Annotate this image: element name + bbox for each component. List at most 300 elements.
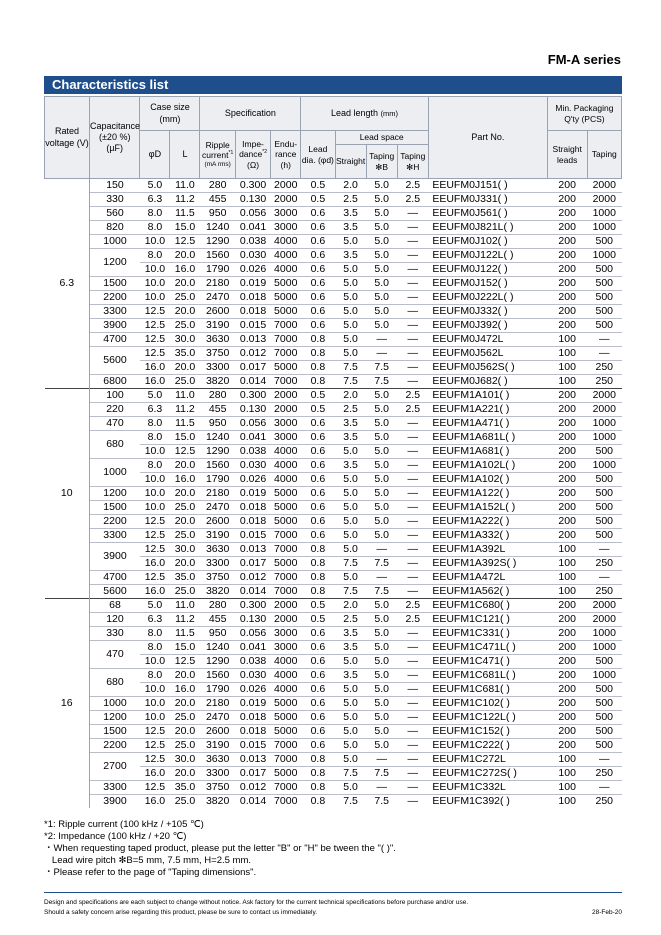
table-cell: 0.030 (235, 249, 270, 263)
table-cell: 2470 (200, 291, 235, 305)
table-cell: 200 (547, 431, 587, 445)
table-cell: 11.0 (170, 599, 200, 613)
table-cell: 0.012 (235, 571, 270, 585)
table-cell: 1500 (90, 277, 140, 291)
table-cell: — (366, 753, 397, 767)
table-cell: 200 (547, 263, 587, 277)
table-cell: 10.0 (140, 235, 170, 249)
table-cell: 220 (90, 403, 140, 417)
table-cell: 3.5 (335, 627, 366, 641)
table-cell: 6.3 (140, 193, 170, 207)
table-cell: 4000 (271, 249, 301, 263)
table-cell: 2180 (200, 487, 235, 501)
table-row (45, 585, 622, 599)
part-number-cell: EEUFM0J682( ) (428, 375, 547, 389)
part-number-cell: EEUFM0J821L( ) (428, 221, 547, 235)
table-row (45, 193, 622, 207)
table-cell: 5.0 (140, 599, 170, 613)
table-cell: 8.0 (140, 641, 170, 655)
note-ripple: *1: Ripple current (100 kHz / +105 ℃) (44, 819, 204, 830)
table-cell: 5.0 (366, 655, 397, 669)
table-cell: 0.5 (301, 403, 335, 417)
table-cell: 0.015 (235, 529, 270, 543)
table-cell: 0.6 (301, 319, 335, 333)
part-number-cell: EEUFM1C222( ) (428, 739, 547, 753)
table-cell: 4700 (90, 571, 140, 585)
table-cell: 5.0 (140, 389, 170, 403)
table-cell: 200 (547, 655, 587, 669)
rated-voltage-cell: 10 (45, 389, 90, 599)
part-number-cell: EEUFM0J222L( ) (428, 291, 547, 305)
table-cell: 5000 (271, 501, 301, 515)
table-row (45, 739, 622, 753)
table-cell: — (397, 711, 428, 725)
table-cell: 1290 (200, 655, 235, 669)
table-cell: 200 (547, 641, 587, 655)
table-row (45, 669, 622, 683)
table-row (45, 753, 622, 767)
table-cell: 5.0 (335, 529, 366, 543)
table-cell: 2000 (271, 599, 301, 613)
table-cell: 20.0 (170, 459, 200, 473)
table-cell: 5.0 (335, 739, 366, 753)
table-cell: 0.026 (235, 263, 270, 277)
table-cell: 100 (547, 361, 587, 375)
table-cell: 25.0 (170, 375, 200, 389)
part-number-cell: EEUFM1C392( ) (428, 795, 547, 809)
part-number-cell: EEUFM1A101( ) (428, 389, 547, 403)
table-cell: 500 (587, 291, 621, 305)
table-cell: 5000 (271, 515, 301, 529)
table-cell: 3300 (90, 781, 140, 795)
table-cell: 560 (90, 207, 140, 221)
table-cell: 20.0 (170, 487, 200, 501)
table-cell: 5.0 (366, 613, 397, 627)
table-cell: 500 (587, 277, 621, 291)
table-cell: 7000 (271, 319, 301, 333)
table-cell: 5.0 (366, 207, 397, 221)
table-cell: 200 (547, 235, 587, 249)
table-cell: 500 (587, 683, 621, 697)
table-cell: 15.0 (170, 221, 200, 235)
table-cell: 200 (547, 319, 587, 333)
table-cell: 5.0 (366, 403, 397, 417)
table-cell: 20.0 (170, 725, 200, 739)
header-min-packaging: Min. Packaging Q'ty (PCS) (547, 97, 621, 131)
table-cell: 5000 (271, 277, 301, 291)
table-cell: 100 (547, 347, 587, 361)
table-cell: 200 (547, 459, 587, 473)
header-straight: Straight (335, 145, 366, 179)
table-cell: 0.015 (235, 739, 270, 753)
table-cell: 1560 (200, 669, 235, 683)
table-cell: 200 (547, 445, 587, 459)
table-row (45, 235, 622, 249)
table-cell: 0.017 (235, 767, 270, 781)
table-cell: 0.056 (235, 627, 270, 641)
table-row (45, 599, 622, 613)
table-cell: 2600 (200, 725, 235, 739)
part-number-cell: EEUFM1C122L( ) (428, 711, 547, 725)
table-cell: 5.0 (366, 697, 397, 711)
header-rated-voltage: Rated voltage (V) (45, 97, 90, 179)
table-cell: 20.0 (170, 305, 200, 319)
table-cell: 30.0 (170, 543, 200, 557)
table-cell: 3000 (271, 641, 301, 655)
table-cell: 5000 (271, 557, 301, 571)
table-cell: — (397, 305, 428, 319)
impedance-unit: (Ω) (247, 159, 260, 170)
table-cell: 7000 (271, 753, 301, 767)
table-cell: 16.0 (140, 585, 170, 599)
table-cell: — (397, 319, 428, 333)
table-cell: 5.0 (366, 711, 397, 725)
table-cell: 30.0 (170, 333, 200, 347)
table-cell: 3.5 (335, 459, 366, 473)
table-cell: 200 (547, 697, 587, 711)
table-cell: 5.0 (335, 725, 366, 739)
table-cell: 500 (587, 515, 621, 529)
table-cell: 500 (587, 711, 621, 725)
table-cell: 7.5 (366, 557, 397, 571)
table-cell: — (397, 417, 428, 431)
table-cell: 5.0 (335, 473, 366, 487)
table-cell: 2.5 (397, 613, 428, 627)
table-cell: 500 (587, 305, 621, 319)
table-cell: 0.6 (301, 627, 335, 641)
table-cell: — (587, 333, 621, 347)
table-cell: 100 (547, 557, 587, 571)
table-cell: 2000 (271, 389, 301, 403)
ripple-label: Ripple current (202, 139, 230, 161)
table-cell: 4000 (271, 445, 301, 459)
table-row (45, 333, 622, 347)
table-cell: 12.5 (170, 235, 200, 249)
table-cell: 5000 (271, 711, 301, 725)
table-cell: 4000 (271, 655, 301, 669)
table-row (45, 529, 622, 543)
table-cell: 0.014 (235, 375, 270, 389)
table-cell: 200 (547, 473, 587, 487)
part-number-cell: EEUFM0J332( ) (428, 305, 547, 319)
table-cell: 0.6 (301, 221, 335, 235)
part-number-cell: EEUFM1A152L( ) (428, 501, 547, 515)
table-cell: 2000 (271, 403, 301, 417)
table-cell: 11.0 (170, 179, 200, 193)
table-cell: 0.6 (301, 529, 335, 543)
impedance-label: Impe- dance (239, 138, 264, 160)
table-cell: 250 (587, 375, 621, 389)
part-number-cell: EEUFM1A392S( ) (428, 557, 547, 571)
table-cell: 0.038 (235, 655, 270, 669)
table-cell: 7.5 (366, 767, 397, 781)
table-cell: 12.5 (170, 655, 200, 669)
table-cell: 3000 (271, 431, 301, 445)
table-cell: 35.0 (170, 571, 200, 585)
table-cell: 25.0 (170, 795, 200, 809)
table-cell: 5.0 (366, 599, 397, 613)
table-cell: 5.0 (366, 417, 397, 431)
table-cell: 0.017 (235, 557, 270, 571)
part-number-cell: EEUFM1A562( ) (428, 585, 547, 599)
table-cell: 3900 (90, 795, 140, 809)
table-cell: 2600 (200, 305, 235, 319)
table-cell: 200 (547, 305, 587, 319)
table-cell: 16.0 (140, 375, 170, 389)
table-cell: 5000 (271, 305, 301, 319)
table-cell: 0.038 (235, 445, 270, 459)
table-cell: 0.300 (235, 179, 270, 193)
table-row (45, 487, 622, 501)
table-cell: 3.5 (335, 221, 366, 235)
table-row (45, 347, 622, 361)
table-cell: 100 (90, 389, 140, 403)
table-cell: — (397, 291, 428, 305)
part-number-cell: EEUFM1C272L (428, 753, 547, 767)
part-number-cell: EEUFM1A102( ) (428, 473, 547, 487)
part-number-cell: EEUFM1C121( ) (428, 613, 547, 627)
table-cell: 0.012 (235, 781, 270, 795)
table-cell: 5.0 (366, 487, 397, 501)
table-cell: 5.0 (366, 249, 397, 263)
table-cell: 500 (587, 529, 621, 543)
part-number-cell: EEUFM0J561( ) (428, 207, 547, 221)
table-row (45, 221, 622, 235)
table-cell: 1000 (587, 221, 621, 235)
part-number-cell: EEUFM0J122L( ) (428, 249, 547, 263)
table-cell: 2200 (90, 515, 140, 529)
part-number-cell: EEUFM0J122( ) (428, 263, 547, 277)
table-cell: 7.5 (335, 767, 366, 781)
table-cell: 0.8 (301, 795, 335, 809)
table-cell: — (397, 753, 428, 767)
table-cell: 7000 (271, 739, 301, 753)
table-cell: 3.5 (335, 249, 366, 263)
table-cell: — (397, 501, 428, 515)
table-cell: 8.0 (140, 627, 170, 641)
characteristics-table (44, 96, 622, 808)
table-row (45, 277, 622, 291)
table-row (45, 375, 622, 389)
table-cell: — (587, 543, 621, 557)
table-cell: 5.0 (366, 683, 397, 697)
table-cell: 0.6 (301, 711, 335, 725)
table-cell: 3300 (200, 557, 235, 571)
table-cell: 0.017 (235, 361, 270, 375)
table-cell: 10.0 (140, 263, 170, 277)
table-cell: 7000 (271, 585, 301, 599)
part-number-cell: EEUFM0J562S( ) (428, 361, 547, 375)
table-cell: 12.5 (140, 347, 170, 361)
table-cell: 4000 (271, 235, 301, 249)
table-cell: 8.0 (140, 221, 170, 235)
table-cell: 2.0 (335, 389, 366, 403)
table-cell: 3.5 (335, 669, 366, 683)
table-cell: 5.0 (366, 277, 397, 291)
table-cell: 0.018 (235, 725, 270, 739)
table-cell: 3750 (200, 781, 235, 795)
table-cell: — (397, 473, 428, 487)
table-cell: 1000 (587, 459, 621, 473)
table-cell: 5.0 (335, 445, 366, 459)
table-cell: 0.8 (301, 375, 335, 389)
table-cell: 680 (90, 431, 140, 459)
table-cell: 0.019 (235, 697, 270, 711)
lead-length-label: Lead length (331, 107, 379, 118)
table-cell: 2180 (200, 277, 235, 291)
table-cell: 5.0 (366, 319, 397, 333)
part-number-cell: EEUFM1A472L (428, 571, 547, 585)
part-number-cell: EEUFM0J562L (428, 347, 547, 361)
table-cell: — (397, 767, 428, 781)
part-number-cell: EEUFM0J472L (428, 333, 547, 347)
table-cell: 200 (547, 669, 587, 683)
table-cell: 5.0 (335, 711, 366, 725)
table-cell: 3300 (90, 305, 140, 319)
table-cell: 0.6 (301, 683, 335, 697)
table-cell: 1000 (587, 627, 621, 641)
table-cell: 5.0 (335, 319, 366, 333)
note-taped: ・When requesting taped product, please put the letter "B" or "H" be tween the "( )". (44, 843, 396, 854)
part-number-cell: EEUFM1A392L (428, 543, 547, 557)
table-cell: 0.056 (235, 207, 270, 221)
table-cell: 4000 (271, 459, 301, 473)
table-cell: 20.0 (170, 515, 200, 529)
table-cell: 12.5 (140, 515, 170, 529)
table-row (45, 305, 622, 319)
table-cell: 0.018 (235, 291, 270, 305)
table-cell: 330 (90, 193, 140, 207)
table-cell: 7000 (271, 347, 301, 361)
table-cell: 120 (90, 613, 140, 627)
table-body (45, 179, 622, 809)
table-cell: 0.6 (301, 515, 335, 529)
table-cell: 500 (587, 473, 621, 487)
header-part-no: Part No. (428, 97, 547, 179)
table-cell: 3750 (200, 347, 235, 361)
table-cell: 455 (200, 403, 235, 417)
table-cell: 5.0 (366, 739, 397, 753)
note-impedance: *2: Impedance (100 kHz / +20 ℃) (44, 831, 187, 842)
table-cell: 0.026 (235, 683, 270, 697)
part-number-cell: EEUFM0J151( ) (428, 179, 547, 193)
table-cell: — (397, 515, 428, 529)
table-cell: 2000 (587, 193, 621, 207)
table-cell: 0.8 (301, 753, 335, 767)
table-row (45, 515, 622, 529)
table-cell: — (397, 263, 428, 277)
table-cell: 0.6 (301, 459, 335, 473)
table-cell: 200 (547, 291, 587, 305)
table-cell: 200 (547, 599, 587, 613)
table-cell: 20.0 (170, 277, 200, 291)
table-cell: 2000 (271, 193, 301, 207)
part-number-cell: EEUFM0J102( ) (428, 235, 547, 249)
table-cell: 2700 (90, 753, 140, 781)
table-cell: 5.0 (366, 627, 397, 641)
table-cell: 5.0 (335, 543, 366, 557)
table-cell: 0.130 (235, 403, 270, 417)
header-impedance (235, 131, 270, 179)
table-cell: 5.0 (366, 515, 397, 529)
table-cell: 68 (90, 599, 140, 613)
table-cell: 0.6 (301, 739, 335, 753)
table-cell: 2.5 (335, 613, 366, 627)
table-cell: 2.5 (335, 403, 366, 417)
table-cell: 0.5 (301, 599, 335, 613)
table-cell: 5.0 (366, 501, 397, 515)
table-cell: 0.6 (301, 277, 335, 291)
table-cell: 5.0 (335, 781, 366, 795)
table-cell: 2000 (587, 403, 621, 417)
table-cell: 5600 (90, 585, 140, 599)
table-cell: 5.0 (335, 571, 366, 585)
header-endurance (271, 131, 301, 179)
table-cell: — (366, 571, 397, 585)
table-cell: 5.0 (335, 655, 366, 669)
table-cell: 5.0 (335, 487, 366, 501)
table-cell: 5000 (271, 697, 301, 711)
table-cell: 200 (547, 739, 587, 753)
table-cell: 455 (200, 613, 235, 627)
table-cell: 2.0 (335, 179, 366, 193)
table-cell: 3630 (200, 753, 235, 767)
table-cell: 5.0 (366, 221, 397, 235)
table-cell: 3190 (200, 319, 235, 333)
table-cell: — (397, 697, 428, 711)
table-cell: 0.013 (235, 543, 270, 557)
table-cell: 7000 (271, 781, 301, 795)
table-cell: 12.5 (140, 305, 170, 319)
table-cell: 1200 (90, 711, 140, 725)
table-cell: 1000 (90, 697, 140, 711)
table-cell: 500 (587, 739, 621, 753)
table-cell: 1000 (587, 669, 621, 683)
table-cell: 3750 (200, 571, 235, 585)
table-cell: 1000 (587, 431, 621, 445)
table-cell: 1200 (90, 249, 140, 277)
table-cell: 100 (547, 375, 587, 389)
table-cell: 0.8 (301, 585, 335, 599)
table-cell: 0.018 (235, 501, 270, 515)
table-cell: 250 (587, 585, 621, 599)
table-cell: 2470 (200, 501, 235, 515)
table-cell: 200 (547, 515, 587, 529)
table-cell: 5.0 (366, 305, 397, 319)
table-cell: 3190 (200, 739, 235, 753)
table-cell: — (397, 641, 428, 655)
table-cell: — (397, 557, 428, 571)
table-cell: 0.6 (301, 669, 335, 683)
table-cell: 5.0 (366, 235, 397, 249)
table-cell: — (366, 543, 397, 557)
part-number-cell: EEUFM1A222( ) (428, 515, 547, 529)
table-cell: 500 (587, 501, 621, 515)
header-case-size: Case size (mm) (140, 97, 200, 131)
table-cell: 5.0 (366, 445, 397, 459)
table-cell: 5.0 (335, 753, 366, 767)
table-cell: 200 (547, 193, 587, 207)
table-cell: 950 (200, 627, 235, 641)
table-cell: 5.0 (335, 501, 366, 515)
table-cell: — (366, 781, 397, 795)
table-cell: 10.0 (140, 697, 170, 711)
header-lead-length (301, 97, 429, 131)
table-cell: 5.0 (335, 347, 366, 361)
table-cell: 25.0 (170, 711, 200, 725)
table-cell: 500 (587, 487, 621, 501)
table-cell: — (397, 781, 428, 795)
